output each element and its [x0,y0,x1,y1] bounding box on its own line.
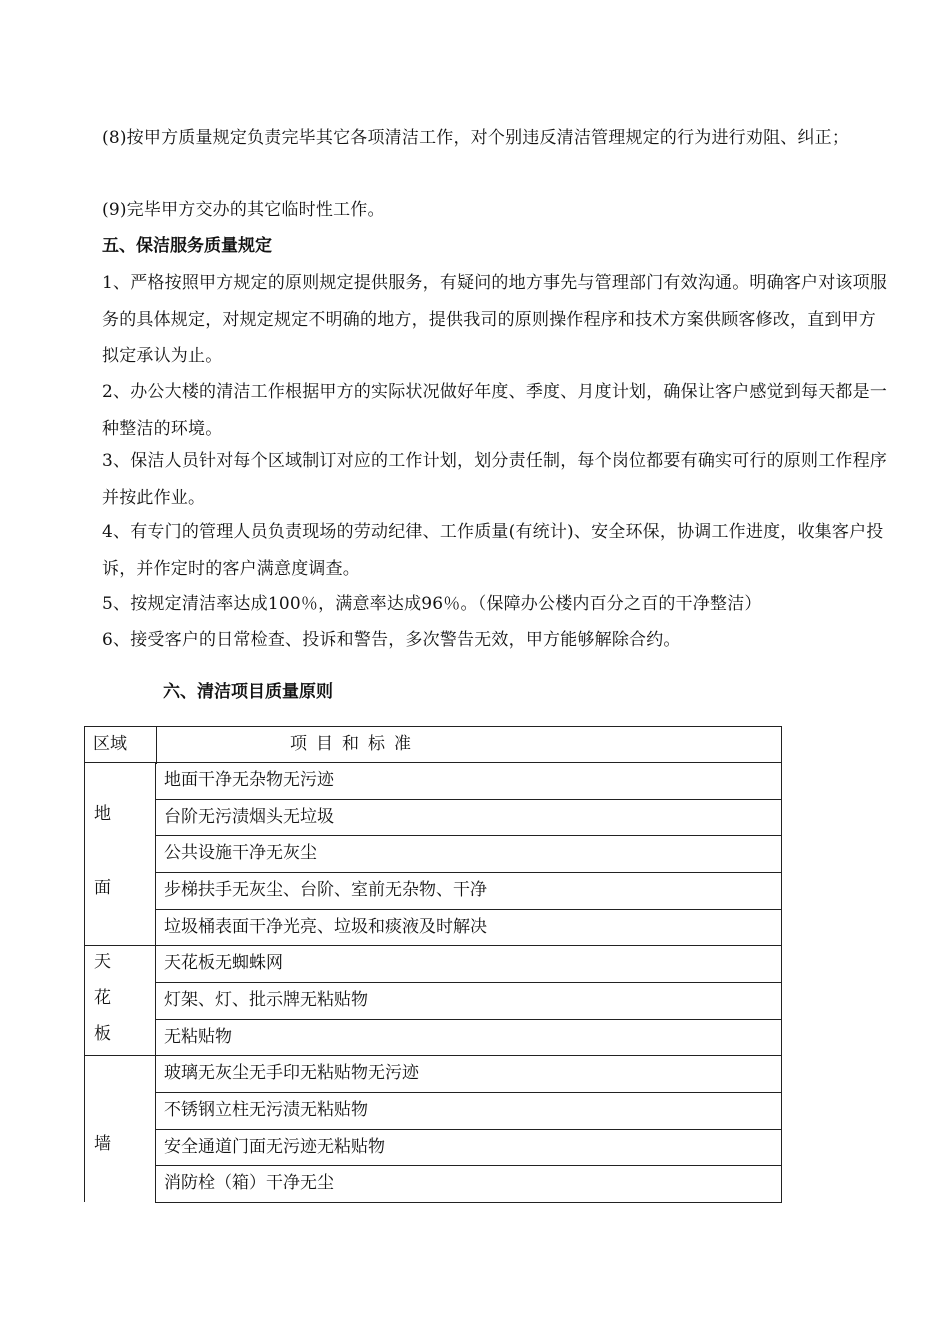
section-5-title: 五、保洁服务质量规定 [102,236,272,256]
row-divider [155,1019,782,1020]
header-items-cell: 项目和标准 [290,734,420,754]
table-row-text: 步梯扶手无灰尘、台阶、室前无杂物、干净 [164,880,487,900]
table-row-text: 台阶无污渍烟头无垃圾 [164,807,334,827]
table-row-text: 消防栓（箱）干净无尘 [164,1173,334,1193]
table-row-text: 安全通道门面无污迹无粘贴物 [164,1137,385,1157]
zone-floor-char-2: 面 [94,878,111,898]
zone-floor-char-1: 地 [94,804,111,824]
table-header-row [84,726,782,763]
section-5-item-1: 1、严格按照甲方规定的原则规定提供服务，有疑问的地方事先与管理部门有效沟通。明确客户对该项服务的具体规定，对规定规定不明确的地方，提供我司的原则操作程序和技术方案供顾客修改，直到甲方拟定承认为止。 [102,273,888,366]
section-5-item-3: 3、保洁人员针对每个区域制订对应的工作计划，划分责任制，每个岗位都要有确实可行的原则工作程序并按此作业。 [102,451,888,508]
zone-divider-1 [84,945,156,946]
table-row-text: 垃圾桶表面干净光亮、垃圾和痰液及时解决 [164,917,487,937]
header-separator [156,727,157,764]
paragraph-item-8: (8)按甲方质量规定负责完毕其它各项清洁工作，对个别违反清洁管理规定的行为进行劝阻、纠正； [102,128,850,148]
zone-ceiling-char-3: 板 [94,1024,111,1044]
table-row-text: 公共设施干净无灰尘 [164,843,317,863]
zone-divider-2 [84,1055,156,1056]
zone-ceiling-char-1: 天 [94,952,111,972]
zone-wall-char-1: 墙 [94,1134,111,1154]
zone-column-left-border [84,762,85,1202]
table-row-text: 地面干净无杂物无污迹 [164,770,334,790]
section-5-item-2: 2、办公大楼的清洁工作根据甲方的实际状况做好年度、季度、月度计划，确保让客户感觉到每天都是一种整洁的环境。 [102,382,888,439]
header-area-cell: 区域 [93,734,127,754]
table-bottom-border [155,1202,782,1203]
table-row-text: 天花板无蜘蛛网 [164,953,283,973]
paragraph-item-9: (9)完毕甲方交办的其它临时性工作。 [102,200,385,220]
table-row-text: 不锈钢立柱无污渍无粘贴物 [164,1100,368,1120]
table-row-text: 无粘贴物 [164,1027,232,1047]
section-5-item-4: 4、有专门的管理人员负责现场的劳动纪律、工作质量(有统计)、安全环保，协调工作进度，收集客户投诉，并作定时的客户满意度调查。 [102,522,884,579]
table-row-text: 灯架、灯、批示牌无粘贴物 [164,990,368,1010]
section-5-item-5: 5、按规定清洁率达成100％，满意率达成96％。（保障办公楼内百分之百的干净整洁） [102,594,762,614]
zone-ceiling-char-2: 花 [94,988,111,1008]
section-5-item-6: 6、接受客户的日常检查、投诉和警告，多次警告无效，甲方能够解除合约。 [102,630,681,650]
table-row-text: 玻璃无灰尘无手印无粘贴物无污迹 [164,1063,419,1083]
section-6-title: 六、清洁项目质量原则 [163,682,333,702]
